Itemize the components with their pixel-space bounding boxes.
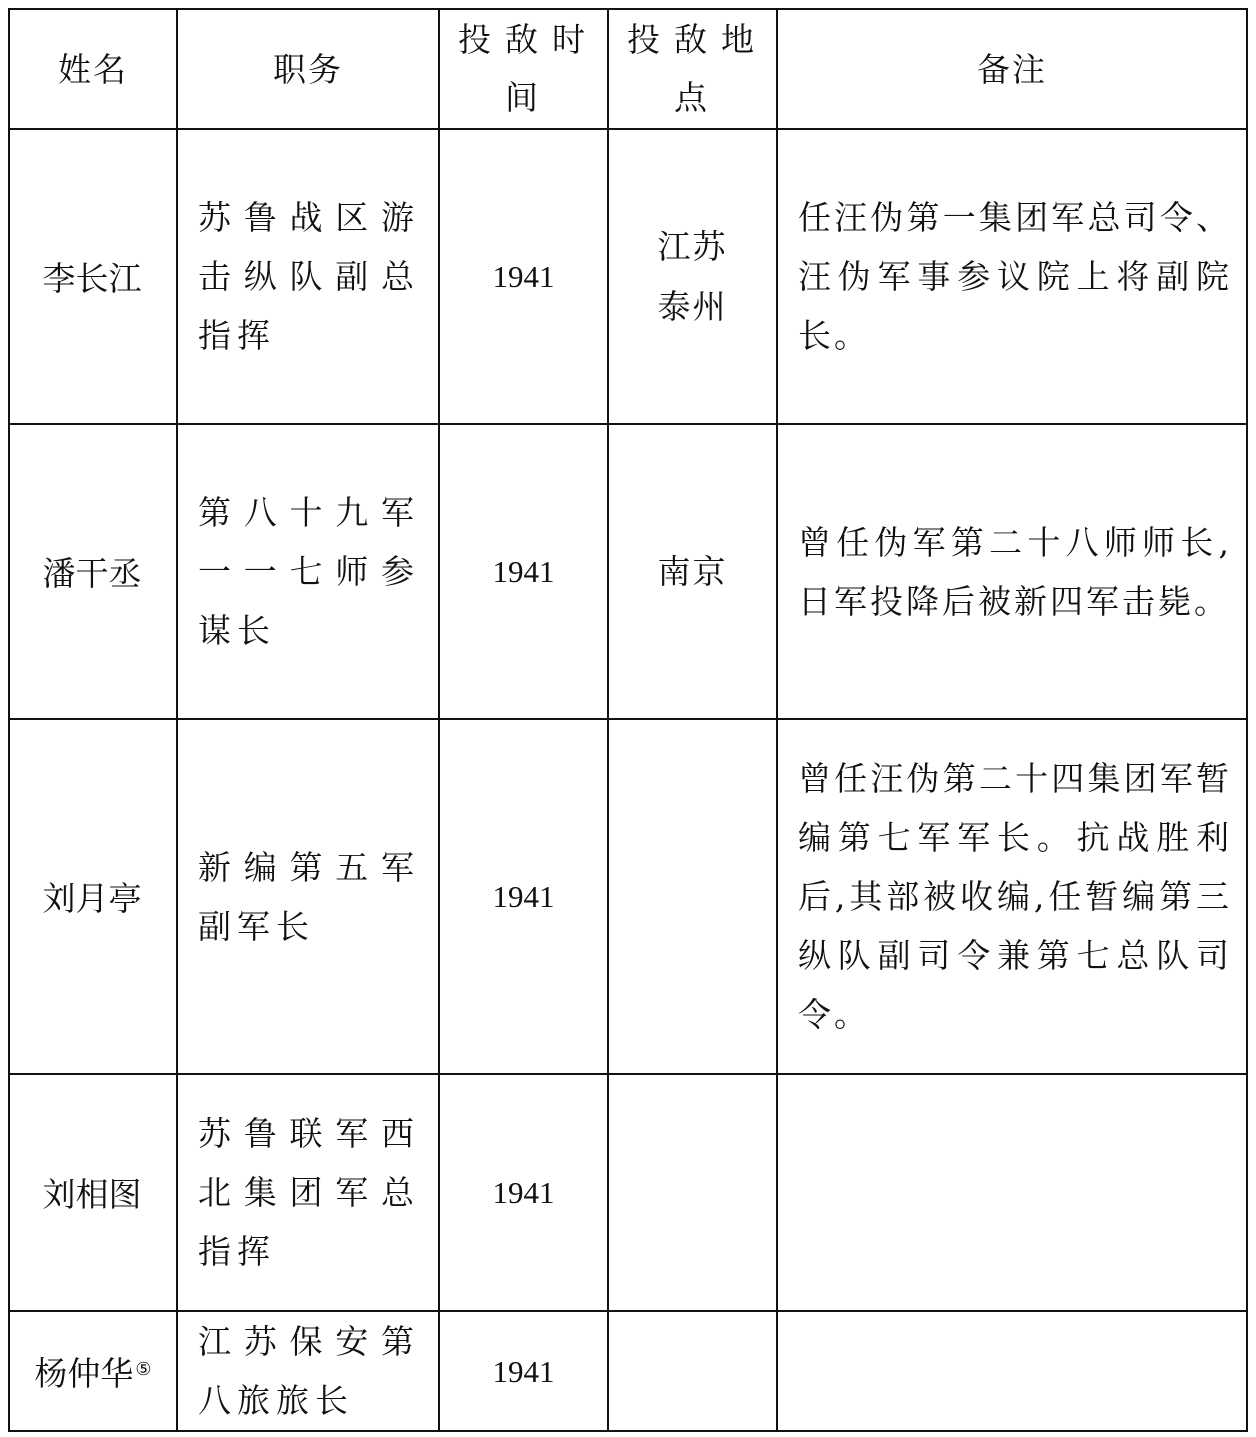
cell-time: 1941 — [439, 1311, 608, 1431]
table-row — [9, 719, 1247, 1074]
table-row — [9, 1074, 1247, 1311]
cell-duty: 江苏保安第八旅旅长 — [177, 1311, 439, 1431]
header-duty: 职务 — [177, 9, 439, 129]
cell-duty: 第八十九军一一七师参谋长 — [177, 424, 439, 719]
cell-name — [9, 129, 177, 424]
cell-place — [608, 1311, 777, 1431]
cell-duty: 新编第五军副军长 — [177, 719, 439, 1074]
cell-place — [608, 424, 777, 719]
cell-time: 1941 — [439, 1074, 608, 1311]
name-text: 刘月亭 — [42, 879, 142, 918]
cell-note: 曾任伪军第二十八师师长,日军投降后被新四军击毙。 — [777, 424, 1247, 719]
footnote-mark: ⑤ — [135, 1358, 152, 1380]
table-row — [9, 1311, 1247, 1431]
name-text: 李长江 — [42, 259, 142, 298]
cell-place — [608, 1074, 777, 1311]
name-text: 刘相图 — [42, 1175, 142, 1214]
header-note: 备注 — [777, 9, 1247, 129]
defectors-table — [8, 8, 1248, 1432]
name-text: 潘干丞 — [42, 554, 142, 593]
cell-time: 1941 — [439, 129, 608, 424]
cell-note: 曾任汪伪第二十四集团军暂编第七军军长。抗战胜利后,其部被收编,任暂编第三纵队副司令兼第七总队司令。 — [777, 719, 1247, 1074]
cell-time: 1941 — [439, 424, 608, 719]
cell-note: 任汪伪第一集团军总司令、汪伪军事参议院上将副院长。 — [777, 129, 1247, 424]
cell-duty: 苏鲁战区游击纵队副总指挥 — [177, 129, 439, 424]
header-place: 投敌地点 — [608, 9, 777, 129]
place-text: 江苏泰州 — [657, 226, 728, 326]
header-row — [9, 9, 1247, 129]
table-row — [9, 129, 1247, 424]
place-text: 南京 — [657, 551, 728, 591]
cell-name — [9, 424, 177, 719]
name-text: 杨仲华 — [34, 1353, 134, 1393]
cell-name — [9, 719, 177, 1074]
cell-place — [608, 719, 777, 1074]
cell-time: 1941 — [439, 719, 608, 1074]
cell-note — [777, 1311, 1247, 1431]
header-time: 投敌时间 — [439, 9, 608, 129]
cell-note — [777, 1074, 1247, 1311]
table-row — [9, 424, 1247, 719]
cell-duty: 苏鲁联军西北集团军总指挥 — [177, 1074, 439, 1311]
header-name: 姓名 — [9, 9, 177, 129]
cell-place — [608, 129, 777, 424]
cell-name — [9, 1311, 177, 1431]
cell-name — [9, 1074, 177, 1311]
